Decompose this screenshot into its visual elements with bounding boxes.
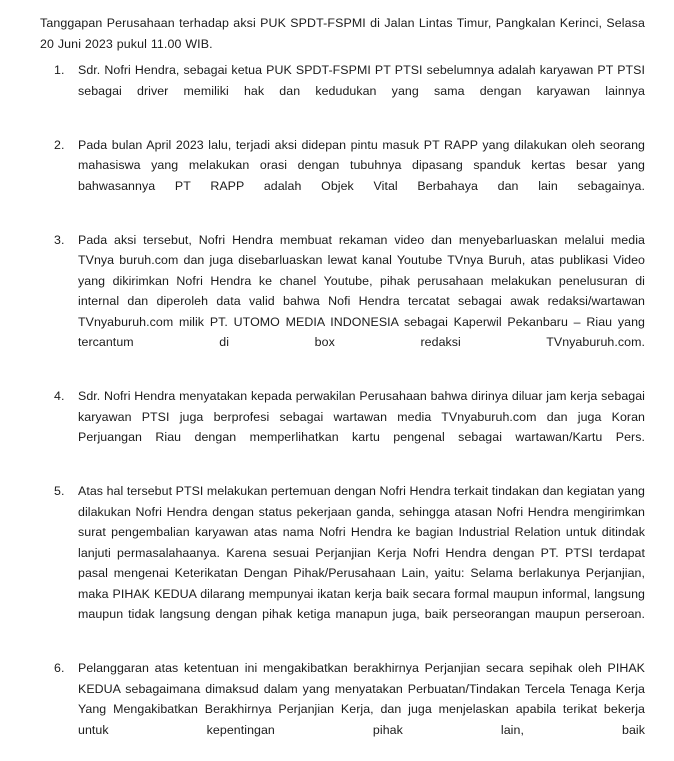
list-item-text: Sdr. Nofri Hendra menyatakan kepada perwakilan Perusahaan bahwa dirinya diluar jam kerja sebagai karyawan PTSI juga berprofesi sebagai wartawan media TVnyaburuh.com dan juga Koran Perjuangan Riau dengan memperlihatkan kartu pengenal sebagai wartawan/Kartu Pers. bbox=[78, 389, 645, 444]
list-item bbox=[40, 658, 645, 761]
list-item-marker: 4. bbox=[54, 389, 65, 403]
list-item bbox=[40, 230, 645, 374]
list-item bbox=[40, 386, 645, 468]
list-item-marker: 1. bbox=[54, 63, 65, 77]
list-item-text: Pada bulan April 2023 lalu, terjadi aksi didepan pintu masuk PT RAPP yang dilakukan oleh seorang mahasiswa yang melakukan orasi dengan tubuhnya dipasang spanduk kertas besar yang bahwasannya PT RAPP adalah Objek Vital Berbahaya dan lain sebagainya. bbox=[78, 137, 645, 193]
list-item-marker: 6. bbox=[54, 661, 65, 675]
numbered-list bbox=[40, 60, 645, 761]
list-item bbox=[40, 481, 645, 645]
list-item-marker: 2. bbox=[54, 137, 65, 152]
list-item-text: Pelanggaran atas ketentuan ini mengakibatkan berakhirnya Perjanjian secara sepihak oleh PIHAK KEDUA sebagaimana dimaksud dalam yang menyatakan Perbuatan/Tindakan Tercela Tenaga Kerja Yang Mengakibatkan Berakhirnya Perjanjian Kerja, dan juga menjelaskan apabila terikat bekerja untuk kepentingan pihak lain, baik bbox=[78, 661, 645, 737]
list-item-marker: 5. bbox=[54, 484, 65, 498]
list-item-marker: 3. bbox=[54, 232, 65, 247]
list-item-text: Pada aksi tersebut, Nofri Hendra membuat rekaman video dan menyebarluaskan melalui media TVnya buruh.com dan juga disebarluaskan lewat kanal Youtube TVnya Buruh, atas publikasi Video yang dikirimkan Nofri Hendra ke chanel Youtube, pihak perusahaan melakukan penelusuran di internal dan diperoleh data valid bahwa Nofi Hendra tercatat sebagai awak redaksi/wartawan TVnyaburuh.com milik PT. UTOMO MEDIA INDONESIA sebagai Kaperwil Pekanbaru – Riau yang tercantum di box redaksi TVnyaburuh.com. bbox=[78, 232, 645, 349]
list-item-text: Sdr. Nofri Hendra, sebagai ketua PUK SPDT-FSPMI PT PTSI sebelumnya adalah karyawan PT PTSI sebagai driver memiliki hak dan kedudukan yang sama dengan karyawan lainnya bbox=[78, 63, 645, 98]
document-intro-paragraph: Tanggapan Perusahaan terhadap aksi PUK SPDT-FSPMI di Jalan Lintas Timur, Pangkalan Kerinci, Selasa 20 Juni 2023 pukul 11.00 WIB. bbox=[40, 16, 645, 51]
list-item bbox=[40, 135, 645, 217]
list-item-text: Atas hal tersebut PTSI melakukan pertemuan dengan Nofri Hendra terkait tindakan dan kegiatan yang dilakukan Nofri Hendra dengan status pekerjaan ganda, sehingga atasan Nofri Hendra mengirimkan surat pengembalian karyawan atas nama Nofri Hendra ke bagian Industrial Relation untuk ditindak lanjuti permasalahaanya. Karena sesuai Perjanjian Kerja Nofri Hendra dengan PT. PTSI terdapat pasal mengenai Keterikatan Dengan Pihak/Perusahaan Lain, yaitu: Selama berlakunya Perjanjian, maka PIHAK KEDUA dilarang mempunyai ikatan kerja baik secara formal maupun informal, langsung maupun tidak langsung dengan pihak ketiga manapun juga, baik perseorangan maupun perseroan. bbox=[78, 484, 645, 621]
list-item bbox=[40, 60, 645, 122]
